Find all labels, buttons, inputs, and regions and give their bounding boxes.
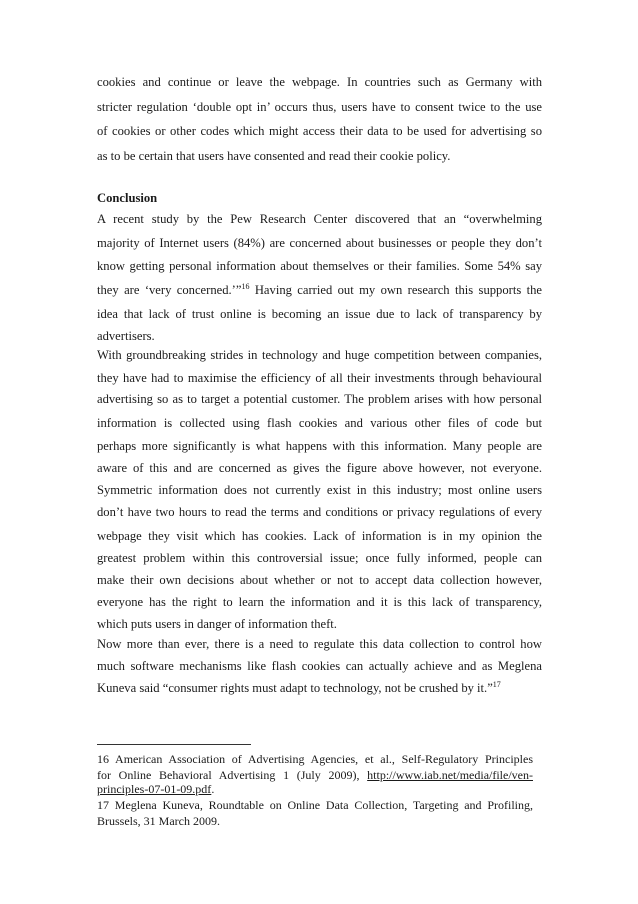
- conclusion-line: greatest problem within this controversial issue; once fully informed, people can: [97, 551, 542, 565]
- footnote-text: American Association of Advertising Agencies, et al., Self-Regulatory Principles: [109, 752, 533, 766]
- footnote-separator: [97, 744, 251, 745]
- footnote-ref-17[interactable]: 17: [492, 680, 501, 689]
- conclusion-line: aware of this and are concerned as gives the figure above however, not everyone.: [97, 461, 542, 475]
- footnote-text: Meglena Kuneva, Roundtable on Online Data Collection, Targeting and Profiling,: [109, 798, 533, 812]
- conclusion-line: don’t have two hours to read the terms and conditions or privacy regulations of every: [97, 505, 542, 519]
- text-segment: Having carried out my own research this supports the: [249, 283, 542, 297]
- footnote-number-16: 16: [97, 752, 109, 766]
- conclusion-line: information is collected using flash cookies and various other files of code but: [97, 416, 542, 430]
- conclusion-line: advertising so as to target a potential customer. The problem arises with how personal: [97, 392, 542, 406]
- conclusion-line: webpage they visit which has cookies. Lack of information is in my opinion the: [97, 529, 542, 543]
- text-segment: Kuneva said “consumer rights must adapt to technology, not be crushed by it.”: [97, 681, 493, 695]
- conclusion-line: advertisers.: [97, 329, 155, 343]
- conclusion-line: Now more than ever, there is a need to regulate this data collection to control how: [97, 637, 542, 651]
- footnote-16-line: [97, 752, 533, 766]
- conclusion-line: perhaps more significantly is what happens with this information. Many people are: [97, 439, 542, 453]
- footnote-17-line: [97, 798, 533, 812]
- conclusion-line: which puts users in danger of information theft.: [97, 617, 337, 631]
- body-line: stricter regulation ‘double opt in’ occurs thus, users have to consent twice to the use: [97, 100, 542, 114]
- body-line: as to be certain that users have consented and read their cookie policy.: [97, 149, 451, 163]
- conclusion-line: A recent study by the Pew Research Center discovered that an “overwhelming: [97, 212, 542, 226]
- conclusion-line: Symmetric information does not currently exist in this industry; most online users: [97, 483, 542, 497]
- conclusion-line-with-footnote-17: [97, 681, 542, 696]
- footnote-text: .: [211, 782, 215, 796]
- conclusion-line: With groundbreaking strides in technology and huge competition between companies,: [97, 348, 542, 362]
- body-line: of cookies or other codes which might access their data to be used for advertising so: [97, 124, 542, 138]
- conclusion-line: everyone has the right to learn the information and it is this lack of transparency,: [97, 595, 542, 609]
- conclusion-line: know getting personal information about themselves or their families. Some 54% say: [97, 259, 542, 273]
- footnote-ref-16[interactable]: 16: [241, 282, 250, 291]
- conclusion-line-with-footnote-16: [97, 283, 542, 298]
- conclusion-line: make their own decisions about whether or not to accept data collection however,: [97, 573, 542, 587]
- footnote-number-17: 17: [97, 798, 109, 812]
- footnote-text: for Online Behavioral Advertising 1 (July 2009),: [97, 768, 368, 782]
- footnote-16-link[interactable]: http://www.iab.net/media/file/ven-: [367, 768, 533, 782]
- conclusion-line: idea that lack of trust online is becoming an issue due to lack of transparency by: [97, 307, 542, 321]
- conclusion-heading: Conclusion: [97, 191, 158, 205]
- conclusion-line: much software mechanisms like flash cookies can actually achieve and as Meglena: [97, 659, 542, 673]
- conclusion-line: they have had to maximise the efficiency of all their investments through behavioural: [97, 371, 542, 385]
- footnote-16-link-cont[interactable]: principles-07-01-09.pdf: [97, 782, 212, 796]
- footnote-16-line: [97, 768, 533, 782]
- text-segment: they are ‘very concerned.’”: [97, 283, 242, 297]
- body-line: cookies and continue or leave the webpage. In countries such as Germany with: [97, 75, 542, 89]
- footnote-16-line: [97, 782, 533, 796]
- conclusion-line: majority of Internet users (84%) are concerned about businesses or people they don’t: [97, 236, 542, 250]
- footnote-17-line: Brussels, 31 March 2009.: [97, 814, 220, 828]
